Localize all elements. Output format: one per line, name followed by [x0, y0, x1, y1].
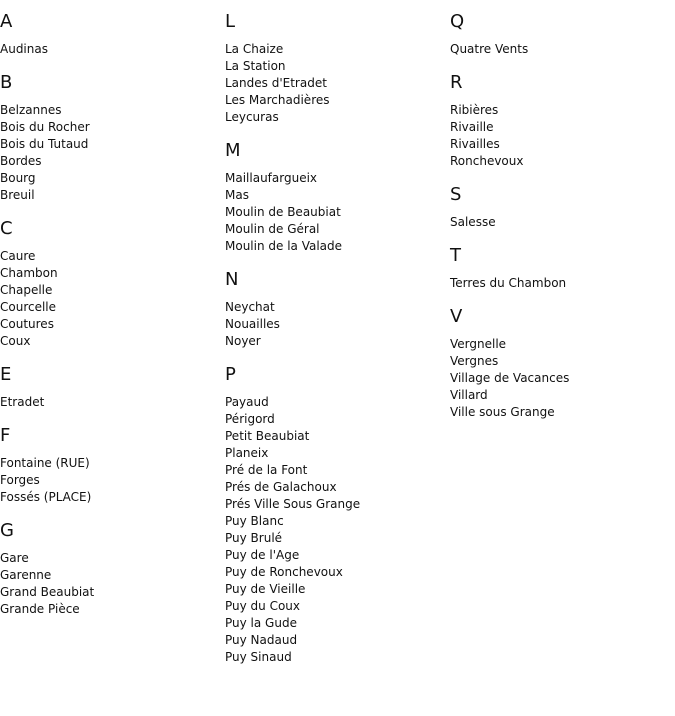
place-link[interactable]: La Station: [225, 59, 286, 73]
place-link[interactable]: Puy de Ronchevoux: [225, 565, 343, 579]
place-link[interactable]: Landes d'Etradet: [225, 76, 327, 90]
letter-group: [450, 184, 670, 231]
place-list: [450, 336, 670, 421]
place-link[interactable]: Bois du Rocher: [0, 120, 90, 134]
place-link[interactable]: Grand Beaubiat: [0, 585, 95, 599]
place-link[interactable]: Ronchevoux: [450, 154, 524, 168]
place-link[interactable]: Forges: [0, 473, 40, 487]
place-list: [225, 41, 445, 126]
letter-group: [0, 425, 220, 506]
place-link[interactable]: Puy Sinaud: [225, 650, 292, 664]
place-list: [450, 41, 670, 58]
place-link[interactable]: Audinas: [0, 42, 48, 56]
place-link[interactable]: Nouailles: [225, 317, 280, 331]
place-link[interactable]: Maillaufargueix: [225, 171, 318, 185]
place-link[interactable]: Quatre Vents: [450, 42, 529, 56]
place-link[interactable]: Chapelle: [0, 283, 53, 297]
place-link[interactable]: Fontaine (RUE): [0, 456, 90, 470]
place-link[interactable]: Garenne: [0, 568, 52, 582]
letter-heading: P: [225, 364, 236, 385]
place-link[interactable]: Caure: [0, 249, 36, 263]
place-link[interactable]: Puy de l'Age: [225, 548, 300, 562]
place-link[interactable]: Planeix: [225, 446, 269, 460]
letter-heading: T: [450, 245, 461, 266]
place-link[interactable]: Leycuras: [225, 110, 279, 124]
place-link[interactable]: Breuil: [0, 188, 35, 202]
place-list: [450, 102, 670, 170]
letter-group: [450, 72, 670, 170]
place-link[interactable]: Périgord: [225, 412, 275, 426]
letter-heading: R: [450, 72, 463, 93]
place-link[interactable]: Puy Brulé: [225, 531, 283, 545]
letter-group: [225, 364, 445, 666]
place-link[interactable]: Prés de Galachoux: [225, 480, 337, 494]
letter-group: [0, 520, 220, 618]
letter-group: [450, 245, 670, 292]
place-link[interactable]: Petit Beaubiat: [225, 429, 310, 443]
place-link[interactable]: Bois du Tutaud: [0, 137, 89, 151]
letter-group: [0, 11, 220, 58]
place-link[interactable]: Vergnelle: [450, 337, 507, 351]
letter-heading: C: [0, 218, 13, 239]
place-link[interactable]: Rivailles: [450, 137, 500, 151]
letter-heading: E: [0, 364, 12, 385]
letter-group: [450, 11, 670, 58]
place-link[interactable]: Puy Nadaud: [225, 633, 298, 647]
place-link[interactable]: Neychat: [225, 300, 275, 314]
letter-group: [0, 364, 220, 411]
place-link[interactable]: Les Marchadières: [225, 93, 330, 107]
letter-group: [225, 140, 445, 255]
place-link[interactable]: Pré de la Font: [225, 463, 308, 477]
place-list: [450, 275, 670, 292]
place-link[interactable]: Rivaille: [450, 120, 494, 134]
place-link[interactable]: Puy Blanc: [225, 514, 284, 528]
place-link[interactable]: Chambon: [0, 266, 58, 280]
letter-heading: Q: [450, 11, 465, 32]
place-link[interactable]: Grande Pièce: [0, 602, 80, 616]
place-link[interactable]: Belzannes: [0, 103, 62, 117]
place-link[interactable]: Gare: [0, 551, 29, 565]
place-link[interactable]: Moulin de la Valade: [225, 239, 343, 253]
place-link[interactable]: Vergnes: [450, 354, 499, 368]
letter-heading: N: [225, 269, 239, 290]
place-list: [225, 394, 445, 666]
index-column-3: [450, 11, 670, 435]
place-link[interactable]: Prés Ville Sous Grange: [225, 497, 361, 511]
place-link[interactable]: Salesse: [450, 215, 496, 229]
index-column-2: [225, 11, 445, 680]
place-link[interactable]: Terres du Chambon: [450, 276, 567, 290]
place-list: [0, 41, 220, 58]
letter-group: [225, 269, 445, 350]
letter-heading: V: [450, 306, 463, 327]
letter-group: [0, 72, 220, 204]
place-list: [450, 214, 670, 231]
place-link[interactable]: Ribières: [450, 103, 499, 117]
place-link[interactable]: Moulin de Géral: [225, 222, 320, 236]
letter-heading: F: [0, 425, 11, 446]
place-link[interactable]: Puy la Gude: [225, 616, 297, 630]
letter-heading: M: [225, 140, 241, 161]
letter-heading: G: [0, 520, 14, 541]
place-list: [0, 394, 220, 411]
letter-heading: A: [0, 11, 13, 32]
place-link[interactable]: Ville sous Grange: [450, 405, 555, 419]
place-link[interactable]: Mas: [225, 188, 249, 202]
place-link[interactable]: Coux: [0, 334, 31, 348]
place-link[interactable]: Coutures: [0, 317, 54, 331]
index-column-1: [0, 11, 220, 632]
letter-group: [450, 306, 670, 421]
place-link[interactable]: Bordes: [0, 154, 42, 168]
letter-group: [0, 218, 220, 350]
place-link[interactable]: Payaud: [225, 395, 269, 409]
place-link[interactable]: Puy de Vieille: [225, 582, 306, 596]
place-link[interactable]: Courcelle: [0, 300, 57, 314]
place-list: [225, 170, 445, 255]
place-link[interactable]: La Chaize: [225, 42, 284, 56]
place-list: [0, 102, 220, 204]
letter-group: [225, 11, 445, 126]
letter-heading: L: [225, 11, 236, 32]
place-list: [225, 299, 445, 350]
place-link[interactable]: Villard: [450, 388, 488, 402]
place-link[interactable]: Noyer: [225, 334, 261, 348]
place-link[interactable]: Bourg: [0, 171, 36, 185]
place-list: [0, 550, 220, 618]
place-list: [0, 455, 220, 506]
place-list: [0, 248, 220, 350]
letter-heading: B: [0, 72, 13, 93]
place-index: [0, 11, 675, 716]
place-link[interactable]: Fossés (PLACE): [0, 490, 92, 504]
place-link[interactable]: Etradet: [0, 395, 45, 409]
place-link[interactable]: Puy du Coux: [225, 599, 301, 613]
letter-heading: S: [450, 184, 462, 205]
place-link[interactable]: Village de Vacances: [450, 371, 570, 385]
place-link[interactable]: Moulin de Beaubiat: [225, 205, 341, 219]
